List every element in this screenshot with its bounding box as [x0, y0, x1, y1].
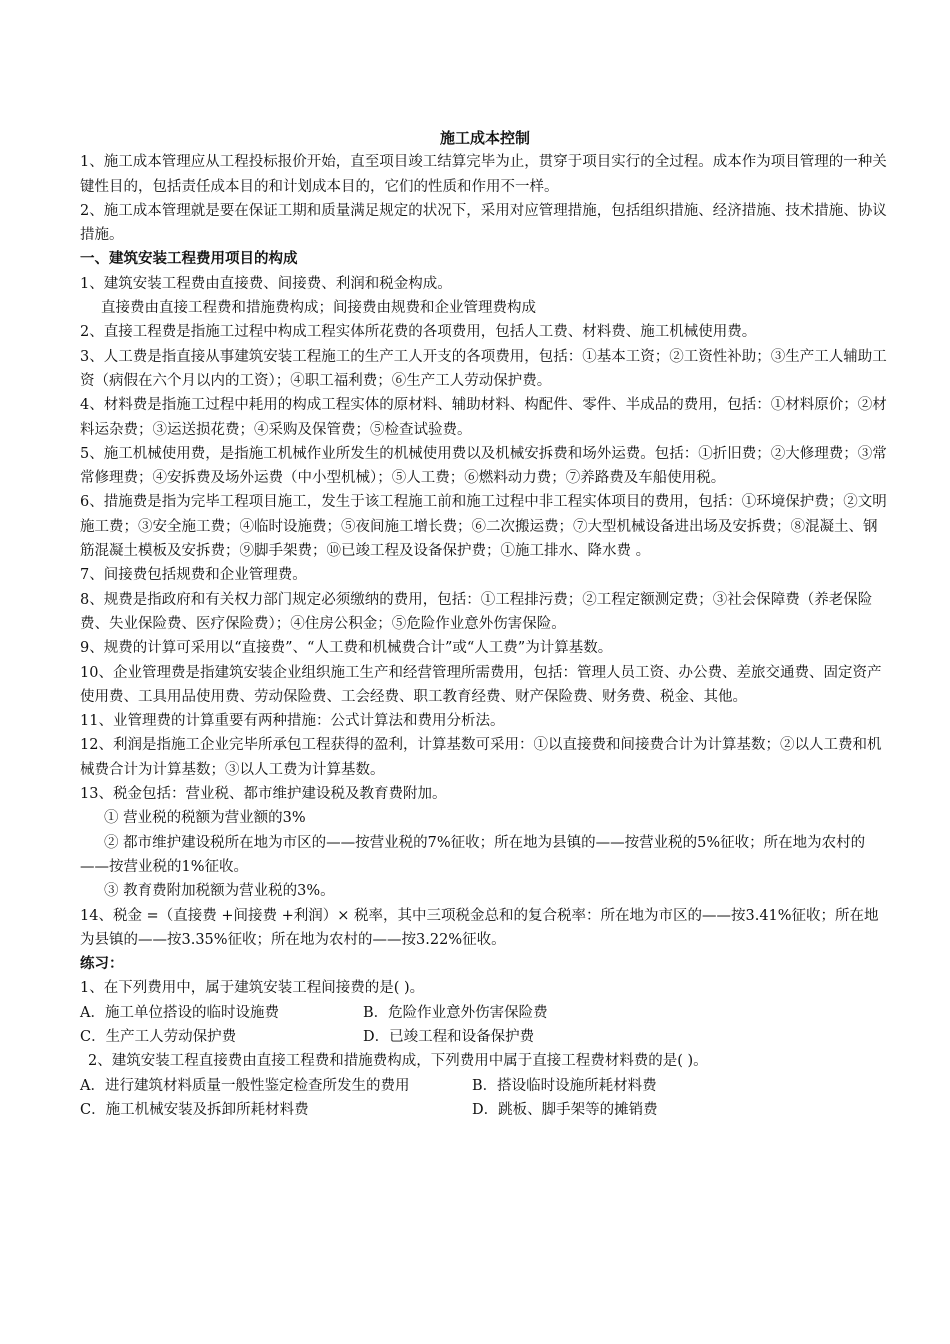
- page-title: 施工成本控制: [439, 129, 530, 147]
- section-heading: 一、建筑安装工程费用项目的构成: [80, 251, 298, 268]
- item-14: 14、税金 =（直接费 +间接费 +利润）× 税率，其中三项税金总和的复合税率：所在地为市区的——按3.41%征收；所在地为县镇的——按3.35%征收；所在地为农村的——按3.22%征收。: [80, 907, 879, 948]
- item-4: 4、材料费是指施工过程中耗用的构成工程实体的原材料、辅助材料、构配件、零件、半成品的费用，包括：①材料原价；②材料运杂费；③运送损花费；④采购及保管费；⑤检查试验费。: [80, 397, 887, 438]
- intro-paragraph-2: 2、施工成本管理就是要在保证工期和质量满足规定的状况下，采用对应管理措施，包括组织措施、经济措施、技术措施、协议措施。: [80, 202, 887, 244]
- item-2: 2、直接工程费是指施工过程中构成工程实体所花费的各项费用，包括人工费、材料费、施工机械使用费。: [80, 324, 757, 341]
- item-10: 10、企业管理费是指建筑安装企业组织施工生产和经营管理所需费用，包括：管理人员工资、办公费、差旅交通费、固定资产使用费、工具用品使用费、劳动保险费、工会经费、职工教育经费、财产保险费、财务费、税金、其他。: [80, 664, 882, 705]
- item-9: 9、规费的计算可采用以“直接费”、“人工费和机械费合计”或“人工费”为计算基数。: [80, 640, 613, 657]
- question-2-option-a: A．进行建筑材料质量一般性鉴定检查所发生的费用: [80, 1077, 410, 1094]
- question-2-option-d: D．跳板、脚手架等的摊销费: [472, 1101, 658, 1118]
- item-5: 5、施工机械使用费，是指施工机械作业所发生的机械使用费以及机械安拆费和场外运费。包括：①折旧费；②大修理费；③常常修理费；④安拆费及场外运费（中小型机械）；⑤人工费；⑥燃料动力费；⑦养路费及车船使用税。: [80, 445, 887, 487]
- item-1-sub: 直接费由直接工程费和措施费构成；间接费由规费和企业管理费构成: [101, 300, 536, 317]
- item-12: 12、利润是指施工企业完毕所承包工程获得的盈利，计算基数可采用：①以直接费和间接费合计为计算基数；②以人工费和机械费合计为计算基数；③以人工费为计算基数。: [80, 737, 882, 778]
- question-2-stem: 2、建筑安装工程直接费由直接工程费和措施费构成，下列费用中属于直接工程费材料费的是( )。: [88, 1053, 708, 1070]
- question-1-option-a: A．施工单位搭设的临时设施费: [80, 1004, 279, 1021]
- question-1-option-d: D．已竣工程和设备保护费: [363, 1028, 535, 1045]
- question-2-option-b: B．搭设临时设施所耗材料费: [472, 1077, 657, 1094]
- item-13-b-text: ② 都市维护建设税所在地为市区的——按营业税的7%征收；所在地为县镇的——按营业税的5%征收；所在地为农村的——按营业税的1%征收。: [80, 834, 866, 875]
- question-2-options-row-2: [80, 1098, 890, 1122]
- item-8: 8、规费是指政府和有关权力部门规定必须缴纳的费用，包括：①工程排污费；②工程定额测定费；③社会保障费（养老保险费、失业保险费、医疗保险费）；④住房公积金；⑤危险作业意外伤害保险。: [80, 591, 873, 632]
- question-1-option-b: B．危险作业意外伤害保险费: [363, 1004, 548, 1021]
- question-1-stem: 1、在下列费用中，属于建筑安装工程间接费的是( )。: [80, 980, 425, 997]
- question-1-options-row-2: [80, 1025, 890, 1049]
- practice-heading: 练习：: [80, 956, 124, 973]
- item-1: 1、建筑安装工程费由直接费、间接费、利润和税金构成。: [80, 275, 452, 292]
- intro-paragraph-1: 1、施工成本管理应从工程投标报价开始，直至项目竣工结算完毕为止，贯穿于项目实行的全过程。成本作为项目管理的一种关键性目的，包括责任成本目的和计划成本目的，它们的性质和作用不一样。: [80, 154, 887, 195]
- item-13-a: ① 营业税的税额为营业额的3%: [104, 810, 306, 827]
- item-13-c: ③ 教育费附加税额为营业税的3%。: [104, 883, 335, 900]
- item-11: 11、业管理费的计算重要有两种措施：公式计算法和费用分析法。: [80, 713, 505, 730]
- item-3: 3、人工费是指直接从事建筑安装工程施工的生产工人开支的各项费用，包括：①基本工资；②工资性补助；③生产工人辅助工资（病假在六个月以内的工资）；④职工福利费；⑥生产工人劳动保护费。: [80, 348, 887, 389]
- item-13-b: [80, 831, 890, 880]
- item-13: 13、税金包括：营业税、都市维护建设税及教育费附加。: [80, 786, 447, 803]
- question-2-option-c: C．施工机械安装及拆卸所耗材料费: [80, 1101, 309, 1118]
- item-7: 7、间接费包括规费和企业管理费。: [80, 567, 307, 584]
- question-2-options-row-1: [80, 1074, 890, 1098]
- question-1-options-row-1: [80, 1001, 890, 1025]
- item-6: 6、措施费是指为完毕工程项目施工，发生于该工程施工前和施工过程中非工程实体项目的费用，包括：①环境保护费；②文明施工费；③安全施工费；④临时设施费；⑤夜间施工增长费；⑥二次搬运费；⑦大型机械设备进出场及安拆费；⑧混凝土、钢筋混凝土模板及安拆费；⑨脚手架费；⑩已竣工程及设备保护费；①施工排水、降水费 。: [80, 494, 887, 560]
- question-1-option-c: C．生产工人劳动保护费: [80, 1028, 237, 1045]
- document-body: [80, 126, 890, 1122]
